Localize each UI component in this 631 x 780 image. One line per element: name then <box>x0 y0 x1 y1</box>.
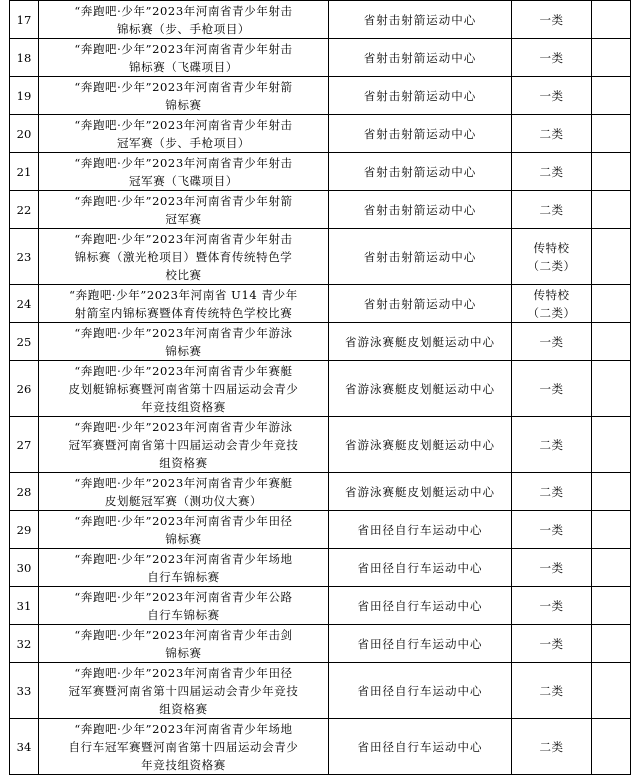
competition-name-line: 自行车锦标赛 <box>147 569 220 584</box>
row-number: 32 <box>10 625 39 663</box>
competition-name <box>39 549 329 587</box>
row-number: 24 <box>10 285 39 323</box>
remarks <box>592 153 631 191</box>
row-number: 31 <box>10 587 39 625</box>
organizer: 省射击射箭运动中心 <box>329 191 512 229</box>
category-line: 传特校 <box>533 287 570 302</box>
category-line: 一类 <box>539 88 564 103</box>
organizer: 省射击射箭运动中心 <box>329 285 512 323</box>
competition-name-line: “奔跑吧·少年”2023年河南省青少年射击 <box>74 3 293 18</box>
competition-name-line: “奔跑吧·少年”2023年河南省青少年场地 <box>74 721 293 736</box>
organizer: 省田径自行车运动中心 <box>329 719 512 775</box>
competition-name-line: “奔跑吧·少年”2023年河南省 U14 青少年 <box>69 287 298 302</box>
table-row <box>10 511 631 549</box>
competition-name-line: 年竞技组资格赛 <box>141 757 226 772</box>
table-row <box>10 587 631 625</box>
category <box>512 77 592 115</box>
competition-name <box>39 417 329 473</box>
competition-name-line: 皮划艇锦标赛暨河南省第十四届运动会青少 <box>68 381 299 396</box>
row-number: 26 <box>10 361 39 417</box>
category-line: 二类 <box>539 164 564 179</box>
competition-name-line: “奔跑吧·少年”2023年河南省青少年田径 <box>74 665 293 680</box>
table-row <box>10 549 631 587</box>
organizer: 省田径自行车运动中心 <box>329 587 512 625</box>
competition-name-line: 锦标赛（步、手枪项目） <box>116 21 251 36</box>
competition-name <box>39 663 329 719</box>
competition-name-line: 冠军赛 <box>165 211 202 226</box>
organizer: 省射击射箭运动中心 <box>329 39 512 77</box>
category <box>512 39 592 77</box>
competition-name <box>39 153 329 191</box>
organizer: 省游泳赛艇皮划艇运动中心 <box>329 323 512 361</box>
competition-name <box>39 511 329 549</box>
category-line: 二类 <box>539 437 564 452</box>
competition-name-line: “奔跑吧·少年”2023年河南省青少年场地 <box>74 551 293 566</box>
row-number: 17 <box>10 1 39 39</box>
table-row <box>10 361 631 417</box>
competition-name <box>39 361 329 417</box>
competition-name-line: “奔跑吧·少年”2023年河南省青少年射击 <box>74 41 293 56</box>
category-line: 二类 <box>539 683 564 698</box>
remarks <box>592 229 631 285</box>
organizer: 省游泳赛艇皮划艇运动中心 <box>329 417 512 473</box>
organizer: 省游泳赛艇皮划艇运动中心 <box>329 361 512 417</box>
category <box>512 191 592 229</box>
remarks <box>592 625 631 663</box>
category <box>512 663 592 719</box>
category-line: （二类） <box>527 258 576 273</box>
table-row <box>10 719 631 775</box>
table-row <box>10 625 631 663</box>
organizer: 省射击射箭运动中心 <box>329 153 512 191</box>
remarks <box>592 39 631 77</box>
category-line: 二类 <box>539 739 564 754</box>
table-row <box>10 39 631 77</box>
competition-name-line: 组资格赛 <box>159 455 208 470</box>
category-line: 一类 <box>539 334 564 349</box>
row-number: 30 <box>10 549 39 587</box>
category <box>512 285 592 323</box>
category-line: （二类） <box>527 305 576 320</box>
competition-name <box>39 39 329 77</box>
table-row <box>10 417 631 473</box>
remarks <box>592 285 631 323</box>
competition-name-line: “奔跑吧·少年”2023年河南省青少年射击 <box>74 117 293 132</box>
remarks <box>592 115 631 153</box>
organizer: 省田径自行车运动中心 <box>329 549 512 587</box>
table-row <box>10 1 631 39</box>
competition-name <box>39 587 329 625</box>
organizer: 省田径自行车运动中心 <box>329 663 512 719</box>
category <box>512 587 592 625</box>
row-number: 25 <box>10 323 39 361</box>
row-number: 28 <box>10 473 39 511</box>
organizer: 省田径自行车运动中心 <box>329 625 512 663</box>
category <box>512 473 592 511</box>
category-line: 二类 <box>539 202 564 217</box>
category-line: 一类 <box>539 636 564 651</box>
category-line: 传特校 <box>533 240 570 255</box>
organizer: 省射击射箭运动中心 <box>329 115 512 153</box>
category-line: 二类 <box>539 484 564 499</box>
category-line: 一类 <box>539 522 564 537</box>
competition-name-line: 皮划艇冠军赛（测功仪大赛） <box>104 493 263 508</box>
row-number: 20 <box>10 115 39 153</box>
competition-name-line: 校比赛 <box>165 267 202 282</box>
category-line: 一类 <box>539 560 564 575</box>
table-row <box>10 473 631 511</box>
remarks <box>592 361 631 417</box>
competition-name <box>39 625 329 663</box>
remarks <box>592 1 631 39</box>
competition-name-line: 组资格赛 <box>159 701 208 716</box>
category-line: 一类 <box>539 50 564 65</box>
category-line: 一类 <box>539 12 564 27</box>
table-body <box>10 1 631 775</box>
table-row <box>10 285 631 323</box>
row-number: 22 <box>10 191 39 229</box>
competition-name-line: 锦标赛（飞碟项目） <box>129 59 238 74</box>
category <box>512 229 592 285</box>
competition-name-line: 自行车冠军赛暨河南省第十四届运动会青少 <box>68 739 299 754</box>
remarks <box>592 323 631 361</box>
competition-name <box>39 285 329 323</box>
remarks <box>592 663 631 719</box>
category <box>512 1 592 39</box>
row-number: 19 <box>10 77 39 115</box>
category <box>512 417 592 473</box>
competition-name <box>39 719 329 775</box>
organizer: 省田径自行车运动中心 <box>329 511 512 549</box>
competition-name-line: “奔跑吧·少年”2023年河南省青少年射箭 <box>74 193 293 208</box>
competition-name-line: “奔跑吧·少年”2023年河南省青少年击剑 <box>74 627 293 642</box>
competition-name-line: “奔跑吧·少年”2023年河南省青少年公路 <box>74 589 293 604</box>
competition-name-line: 锦标赛 <box>165 531 202 546</box>
remarks <box>592 587 631 625</box>
organizer: 省游泳赛艇皮划艇运动中心 <box>329 473 512 511</box>
competition-name-line: “奔跑吧·少年”2023年河南省青少年游泳 <box>74 419 293 434</box>
row-number: 29 <box>10 511 39 549</box>
category <box>512 361 592 417</box>
competition-name <box>39 229 329 285</box>
competition-name-line: 冠军赛暨河南省第十四届运动会青少年竞技 <box>68 683 299 698</box>
competition-name-line: 年竞技组资格赛 <box>141 399 226 414</box>
category <box>512 719 592 775</box>
competition-name <box>39 1 329 39</box>
competition-name-line: “奔跑吧·少年”2023年河南省青少年赛艇 <box>74 363 293 378</box>
competition-name-line: “奔跑吧·少年”2023年河南省青少年田径 <box>74 513 293 528</box>
competition-name-line: 锦标赛（激光枪项目）暨体育传统特色学 <box>74 249 293 264</box>
remarks <box>592 77 631 115</box>
table-row <box>10 77 631 115</box>
competition-name-line: 自行车锦标赛 <box>147 607 220 622</box>
remarks <box>592 473 631 511</box>
row-number: 33 <box>10 663 39 719</box>
competition-name-line: “奔跑吧·少年”2023年河南省青少年射击 <box>74 231 293 246</box>
remarks <box>592 719 631 775</box>
table-row <box>10 323 631 361</box>
competition-name-line: “奔跑吧·少年”2023年河南省青少年射箭 <box>74 79 293 94</box>
remarks <box>592 549 631 587</box>
table-row <box>10 191 631 229</box>
competition-name <box>39 115 329 153</box>
organizer: 省射击射箭运动中心 <box>329 1 512 39</box>
table-row <box>10 115 631 153</box>
competition-name-line: “奔跑吧·少年”2023年河南省青少年射击 <box>74 155 293 170</box>
competition-name <box>39 77 329 115</box>
competition-name-line: 射箭室内锦标赛暨体育传统特色学校比赛 <box>74 305 293 320</box>
competition-name <box>39 323 329 361</box>
competition-name-line: “奔跑吧·少年”2023年河南省青少年赛艇 <box>74 475 293 490</box>
competition-table <box>9 0 631 775</box>
remarks <box>592 191 631 229</box>
category <box>512 625 592 663</box>
row-number: 34 <box>10 719 39 775</box>
table-row <box>10 663 631 719</box>
category-line: 二类 <box>539 126 564 141</box>
row-number: 27 <box>10 417 39 473</box>
row-number: 18 <box>10 39 39 77</box>
competition-name <box>39 473 329 511</box>
competition-name-line: 锦标赛 <box>165 97 202 112</box>
row-number: 21 <box>10 153 39 191</box>
organizer: 省射击射箭运动中心 <box>329 77 512 115</box>
organizer: 省射击射箭运动中心 <box>329 229 512 285</box>
category <box>512 115 592 153</box>
table-row <box>10 229 631 285</box>
competition-name-line: 冠军赛（步、手枪项目） <box>116 135 251 150</box>
category-line: 一类 <box>539 381 564 396</box>
competition-name-line: 冠军赛（飞碟项目） <box>129 173 238 188</box>
competition-name-line: 锦标赛 <box>165 343 202 358</box>
row-number: 23 <box>10 229 39 285</box>
remarks <box>592 511 631 549</box>
category-line: 一类 <box>539 598 564 613</box>
category <box>512 153 592 191</box>
category <box>512 511 592 549</box>
competition-name-line: 锦标赛 <box>165 645 202 660</box>
remarks <box>592 417 631 473</box>
competition-name-line: 冠军赛暨河南省第十四届运动会青少年竞技 <box>68 437 299 452</box>
category <box>512 549 592 587</box>
competition-name-line: “奔跑吧·少年”2023年河南省青少年游泳 <box>74 325 293 340</box>
competition-name <box>39 191 329 229</box>
table-row <box>10 153 631 191</box>
category <box>512 323 592 361</box>
